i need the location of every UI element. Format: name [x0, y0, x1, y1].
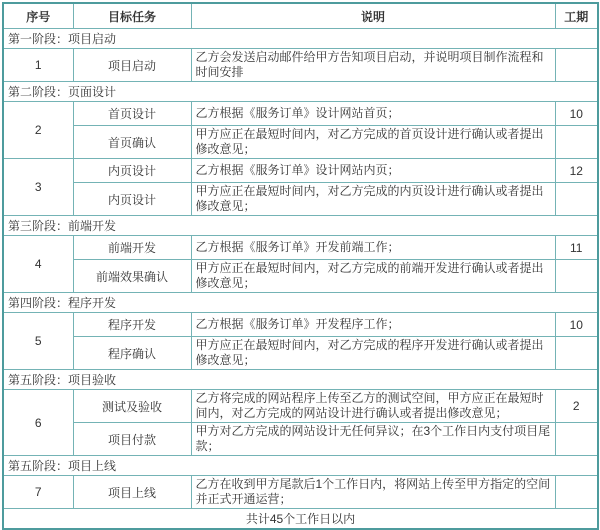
- phase-row-3: [3, 216, 598, 236]
- task-row: [3, 260, 598, 293]
- phase-row-2: [3, 82, 598, 102]
- task-cell: 前端效果确认: [73, 260, 191, 293]
- row-no: 6: [3, 390, 73, 456]
- desc-cell: 乙方在收到甲方尾款后1个工作日内，将网站上传至甲方指定的空间并正式开通运营；: [191, 476, 555, 509]
- desc-cell: 乙方根据《服务订单》设计网站首页；: [191, 102, 555, 126]
- task-cell: 前端开发: [73, 236, 191, 260]
- duration-cell: [555, 183, 598, 216]
- desc-cell: 甲方应正在最短时间内，对乙方完成的程序开发进行确认或者提出修改意见；: [191, 337, 555, 370]
- duration-cell: [555, 260, 598, 293]
- phase-row-5: [3, 370, 598, 390]
- row-no: 5: [3, 313, 73, 370]
- duration-cell: 10: [555, 313, 598, 337]
- total-row: [3, 509, 598, 530]
- task-cell: 程序确认: [73, 337, 191, 370]
- desc-cell: 甲方应正在最短时间内，对乙方完成的前端开发进行确认或者提出修改意见；: [191, 260, 555, 293]
- project-schedule-table: [2, 2, 599, 530]
- task-row: [3, 183, 598, 216]
- phase-label: 第三阶段：前端开发: [3, 216, 598, 236]
- desc-cell: 乙方根据《服务订单》设计网站内页；: [191, 159, 555, 183]
- duration-cell: [555, 49, 598, 82]
- phase-label: 第二阶段：页面设计: [3, 82, 598, 102]
- task-row: [3, 159, 598, 183]
- task-cell: 项目启动: [73, 49, 191, 82]
- row-no: 4: [3, 236, 73, 293]
- task-row: [3, 423, 598, 456]
- phase-label: 第四阶段：程序开发: [3, 293, 598, 313]
- phase-label: 第五阶段：项目验收: [3, 370, 598, 390]
- task-row: [3, 313, 598, 337]
- task-cell: 内页设计: [73, 183, 191, 216]
- task-row: [3, 102, 598, 126]
- desc-cell: 乙方会发送启动邮件给甲方告知项目启动，并说明项目制作流程和时间安排: [191, 49, 555, 82]
- task-cell: 测试及验收: [73, 390, 191, 423]
- duration-cell: [555, 423, 598, 456]
- desc-cell: 甲方应正在最短时间内，对乙方完成的内页设计进行确认或者提出修改意见；: [191, 183, 555, 216]
- task-row: [3, 337, 598, 370]
- duration-cell: 2: [555, 390, 598, 423]
- duration-cell: 12: [555, 159, 598, 183]
- task-cell: 内页设计: [73, 159, 191, 183]
- duration-cell: [555, 337, 598, 370]
- header-col-desc: 说明: [191, 3, 555, 29]
- desc-cell: 乙方根据《服务订单》开发前端工作；: [191, 236, 555, 260]
- phase-label: 第一阶段：项目启动: [3, 29, 598, 49]
- phase-label: 第五阶段：项目上线: [3, 456, 598, 476]
- duration-cell: [555, 476, 598, 509]
- duration-cell: [555, 126, 598, 159]
- task-cell: 首页确认: [73, 126, 191, 159]
- row-no: 2: [3, 102, 73, 159]
- row-no: 7: [3, 476, 73, 509]
- task-row: [3, 49, 598, 82]
- task-row: [3, 126, 598, 159]
- header-col-no: 序号: [3, 3, 73, 29]
- header-row: [3, 3, 598, 29]
- desc-cell: 甲方对乙方完成的网站设计无任何异议；在3个工作日内支付项目尾款；: [191, 423, 555, 456]
- header-col-duration: 工期: [555, 3, 598, 29]
- header-col-task: 目标任务: [73, 3, 191, 29]
- phase-row-1: [3, 29, 598, 49]
- row-no: 1: [3, 49, 73, 82]
- total-cell: 共计45个工作日以内: [3, 509, 598, 530]
- desc-cell: 乙方根据《服务订单》开发程序工作；: [191, 313, 555, 337]
- task-row: [3, 476, 598, 509]
- task-cell: 项目付款: [73, 423, 191, 456]
- desc-cell: 甲方应正在最短时间内，对乙方完成的首页设计进行确认或者提出修改意见；: [191, 126, 555, 159]
- phase-row-6: [3, 456, 598, 476]
- phase-row-4: [3, 293, 598, 313]
- task-row: [3, 236, 598, 260]
- task-cell: 程序开发: [73, 313, 191, 337]
- task-cell: 首页设计: [73, 102, 191, 126]
- task-row: [3, 390, 598, 423]
- row-no: 3: [3, 159, 73, 216]
- duration-cell: 11: [555, 236, 598, 260]
- desc-cell: 乙方将完成的网站程序上传至乙方的测试空间，甲方应正在最短时间内，对乙方完成的网站设计进行确认或者提出修改意见；: [191, 390, 555, 423]
- duration-cell: 10: [555, 102, 598, 126]
- task-cell: 项目上线: [73, 476, 191, 509]
